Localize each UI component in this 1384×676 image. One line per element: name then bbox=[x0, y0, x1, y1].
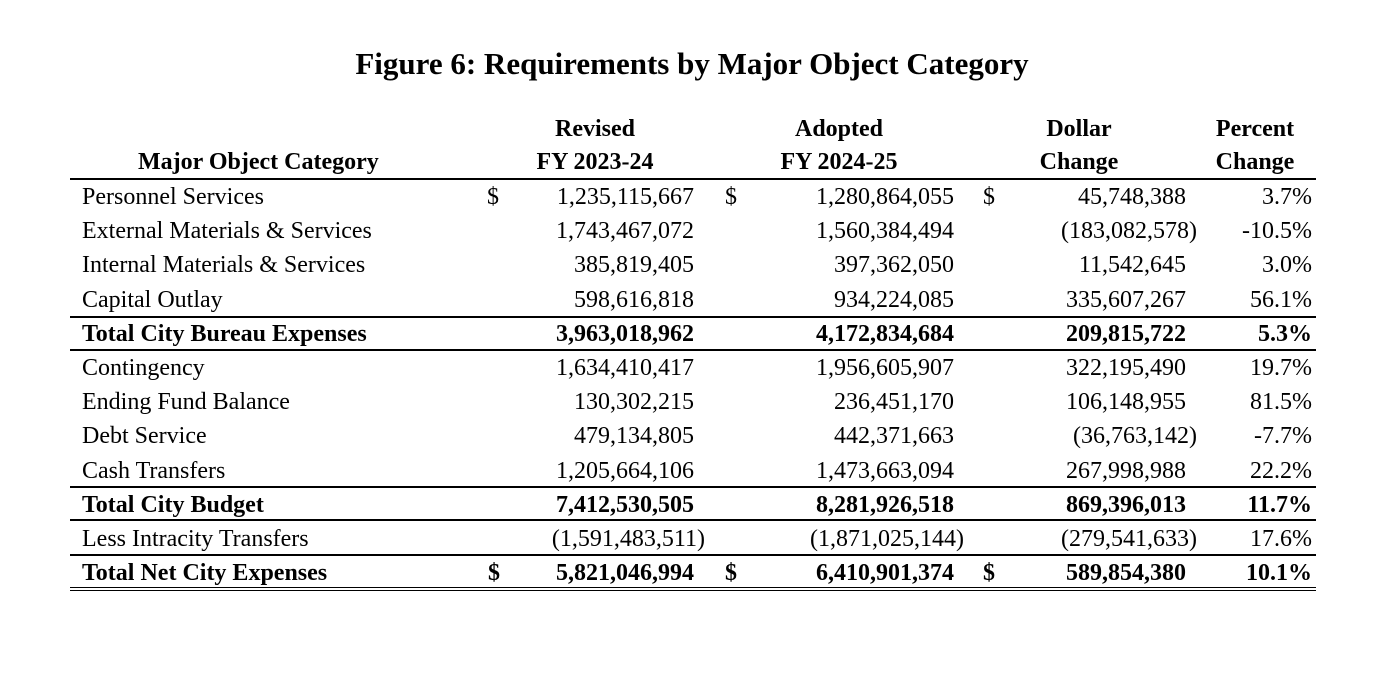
header-adopted-line2: FY 2024-25 bbox=[780, 149, 898, 175]
percent-change-value: 5.3% bbox=[1258, 320, 1312, 347]
table-row bbox=[70, 522, 1316, 556]
adopted-value: 8,281,926,518 bbox=[816, 491, 954, 518]
table-row bbox=[70, 351, 1316, 385]
percent-change-value: 10.1% bbox=[1246, 560, 1312, 587]
header-percent-line2: Change bbox=[1215, 149, 1295, 175]
table-row-grand-total bbox=[70, 556, 1316, 590]
row-label: Total Net City Expenses bbox=[82, 560, 328, 587]
table-row bbox=[70, 283, 1316, 317]
header-revised-line2: FY 2023-24 bbox=[536, 149, 654, 175]
revised-value: 385,819,405 bbox=[574, 252, 694, 279]
dollar-change-value: 335,607,267 bbox=[1066, 286, 1186, 313]
revised-value: 5,821,046,994 bbox=[556, 560, 694, 587]
dollar-change-value: (279,541,633) bbox=[1061, 525, 1197, 552]
adopted-dollar-sign: $ bbox=[725, 184, 737, 210]
dollar-change-value: 11,542,645 bbox=[1078, 252, 1186, 279]
change-dollar-sign: $ bbox=[983, 560, 995, 587]
dollar-change-value: 267,998,988 bbox=[1066, 457, 1186, 484]
adopted-value: 1,473,663,094 bbox=[816, 457, 954, 484]
dollar-change-value: 869,396,013 bbox=[1066, 491, 1186, 518]
revised-value: 1,235,115,667 bbox=[556, 184, 694, 210]
revised-value: 130,302,215 bbox=[574, 389, 694, 416]
revised-dollar-sign: $ bbox=[488, 560, 500, 587]
row-label: Contingency bbox=[82, 354, 205, 381]
dollar-change-value: 45,748,388 bbox=[1078, 184, 1186, 210]
revised-value: 1,205,664,106 bbox=[556, 457, 694, 484]
table-row bbox=[70, 454, 1316, 488]
percent-change-value: 11.7% bbox=[1247, 491, 1312, 518]
header-dollar-change bbox=[1024, 113, 1134, 179]
table-row bbox=[70, 385, 1316, 419]
header-adopted bbox=[772, 113, 906, 179]
adopted-value: 934,224,085 bbox=[834, 286, 954, 313]
row-label: Personnel Services bbox=[82, 184, 264, 210]
dollar-change-value: (183,082,578) bbox=[1061, 218, 1197, 245]
percent-change-value: 81.5% bbox=[1250, 389, 1312, 416]
header-percent-line1: Percent bbox=[1215, 116, 1295, 142]
table-row bbox=[70, 419, 1316, 453]
row-label: Less Intracity Transfers bbox=[82, 525, 309, 552]
percent-change-value: -7.7% bbox=[1254, 423, 1312, 450]
adopted-value: 1,560,384,494 bbox=[816, 218, 954, 245]
change-dollar-sign: $ bbox=[983, 184, 995, 210]
adopted-value: 442,371,663 bbox=[834, 423, 954, 450]
revised-value: 7,412,530,505 bbox=[556, 491, 694, 518]
revised-value: (1,591,483,511) bbox=[551, 525, 705, 552]
row-label: External Materials & Services bbox=[82, 218, 372, 245]
adopted-value: (1,871,025,144) bbox=[810, 525, 964, 552]
row-label: Ending Fund Balance bbox=[82, 389, 290, 416]
revised-value: 598,616,818 bbox=[574, 286, 694, 313]
row-label: Capital Outlay bbox=[82, 286, 223, 313]
row-label: Total City Budget bbox=[82, 491, 264, 518]
header-adopted-line1: Adopted bbox=[794, 116, 884, 142]
header-revised bbox=[528, 113, 662, 179]
row-label: Debt Service bbox=[82, 423, 207, 450]
header-category bbox=[138, 146, 379, 179]
header-percent-change bbox=[1200, 113, 1310, 179]
revised-dollar-sign: $ bbox=[487, 184, 499, 210]
adopted-value: 1,956,605,907 bbox=[816, 354, 954, 381]
adopted-value: 4,172,834,684 bbox=[816, 320, 954, 347]
revised-value: 479,134,805 bbox=[574, 423, 694, 450]
percent-change-value: 3.0% bbox=[1262, 252, 1312, 279]
header-category-label: Major Object Category bbox=[138, 149, 379, 175]
adopted-value: 236,451,170 bbox=[834, 389, 954, 416]
dollar-change-value: 322,195,490 bbox=[1066, 354, 1186, 381]
percent-change-value: 19.7% bbox=[1250, 354, 1312, 381]
adopted-dollar-sign: $ bbox=[725, 560, 737, 587]
table-row-total bbox=[70, 488, 1316, 522]
revised-value: 1,634,410,417 bbox=[556, 354, 694, 381]
adopted-value: 397,362,050 bbox=[834, 252, 954, 279]
figure-title: Figure 6: Requirements by Major Object Category bbox=[355, 46, 1029, 81]
dollar-change-value: 209,815,722 bbox=[1066, 320, 1186, 347]
percent-change-value: 17.6% bbox=[1250, 525, 1312, 552]
revised-value: 1,743,467,072 bbox=[556, 218, 694, 245]
percent-change-value: -10.5% bbox=[1242, 218, 1312, 245]
adopted-value: 6,410,901,374 bbox=[816, 560, 954, 587]
dollar-change-value: (36,763,142) bbox=[1073, 423, 1197, 450]
table-row-total bbox=[70, 317, 1316, 351]
table-row bbox=[70, 214, 1316, 248]
header-revised-line1: Revised bbox=[555, 116, 635, 142]
percent-change-value: 22.2% bbox=[1250, 457, 1312, 484]
dollar-change-value: 106,148,955 bbox=[1066, 389, 1186, 416]
row-label: Cash Transfers bbox=[82, 457, 226, 484]
requirements-table bbox=[70, 180, 1316, 590]
table-row bbox=[70, 180, 1316, 214]
row-label: Internal Materials & Services bbox=[82, 252, 366, 279]
row-label: Total City Bureau Expenses bbox=[82, 320, 367, 347]
table-row bbox=[70, 248, 1316, 282]
header-dollar-line2: Change bbox=[1039, 149, 1119, 175]
dollar-change-value: 589,854,380 bbox=[1066, 560, 1186, 587]
percent-change-value: 3.7% bbox=[1262, 184, 1312, 210]
adopted-value: 1,280,864,055 bbox=[816, 184, 954, 210]
percent-change-value: 56.1% bbox=[1250, 286, 1312, 313]
revised-value: 3,963,018,962 bbox=[556, 320, 694, 347]
header-dollar-line1: Dollar bbox=[1046, 116, 1112, 142]
